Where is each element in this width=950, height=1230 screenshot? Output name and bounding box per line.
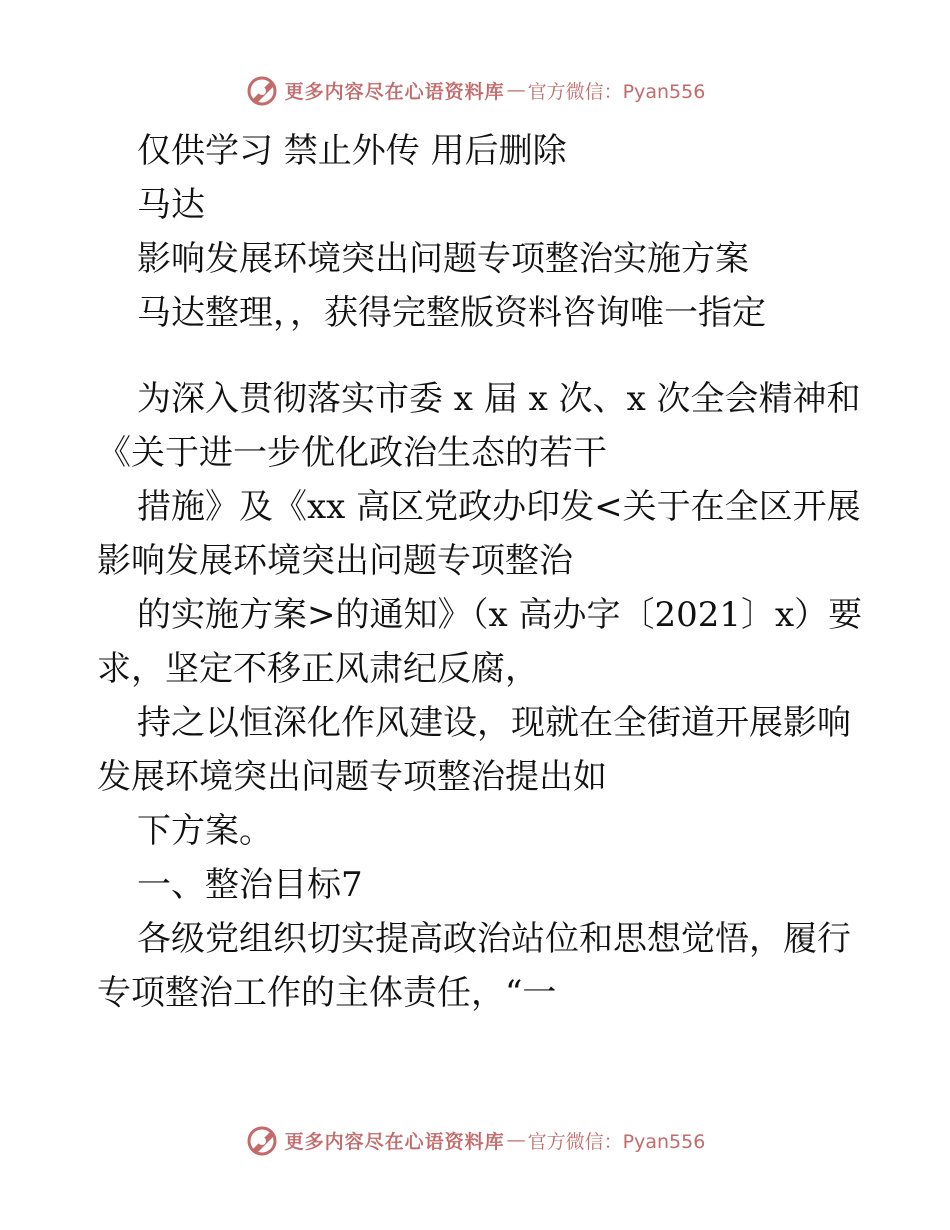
watermark-banner-bottom xyxy=(0,1120,950,1160)
body-line: 措施》及《xx 高区党政办印发<关于在全区开展 xyxy=(137,487,861,527)
paragraph-gap xyxy=(97,340,857,372)
body-line: 求，坚定不移正风肃纪反腐， xyxy=(97,649,539,689)
author-line: 马达 xyxy=(137,185,205,225)
body-line: 为深入贯彻落实市委 x 届 x 次、x 次全会精神和 xyxy=(137,379,861,419)
source-note: 马达整理，，获得完整版资料咨询唯一指定 xyxy=(137,293,766,333)
body-line: 专项整治工作的主体责任，“一 xyxy=(97,973,557,1013)
document-body xyxy=(97,124,863,1020)
watermark-site-text: 更多内容尽在心语资料库 xyxy=(284,80,505,103)
body-line: 《关于进一步优化政治生态的若干 xyxy=(97,433,607,473)
document-title: 影响发展环境突出问题专项整治实施方案 xyxy=(137,239,749,279)
body-line: 的实施方案>的通知》（x 高办字〔2021〕x）要 xyxy=(137,595,863,635)
watermark-dash: — xyxy=(506,1129,526,1151)
body-line: 下方案。 xyxy=(137,811,273,851)
body-line: 发展环境突出问题专项整治提出如 xyxy=(97,757,607,797)
body-line: 影响发展环境突出问题专项整治 xyxy=(97,541,573,581)
pen-logo-icon xyxy=(245,1122,281,1158)
watermark-dash: — xyxy=(506,79,526,101)
section-heading: 一、整治目标7 xyxy=(137,865,363,905)
watermark-wechat-text: 官方微信：Pyan556 xyxy=(527,1130,706,1153)
notice-line: 仅供学习 禁止外传 用后删除 xyxy=(137,131,567,171)
watermark-banner-top xyxy=(0,70,950,110)
watermark-wechat-text: 官方微信：Pyan556 xyxy=(527,80,706,103)
pen-logo-icon xyxy=(245,72,281,108)
body-line: 持之以恒深化作风建设，现就在全街道开展影响 xyxy=(137,703,851,743)
body-line: 各级党组织切实提高政治站位和思想觉悟，履行 xyxy=(137,919,851,959)
watermark-site-text: 更多内容尽在心语资料库 xyxy=(284,1130,505,1153)
